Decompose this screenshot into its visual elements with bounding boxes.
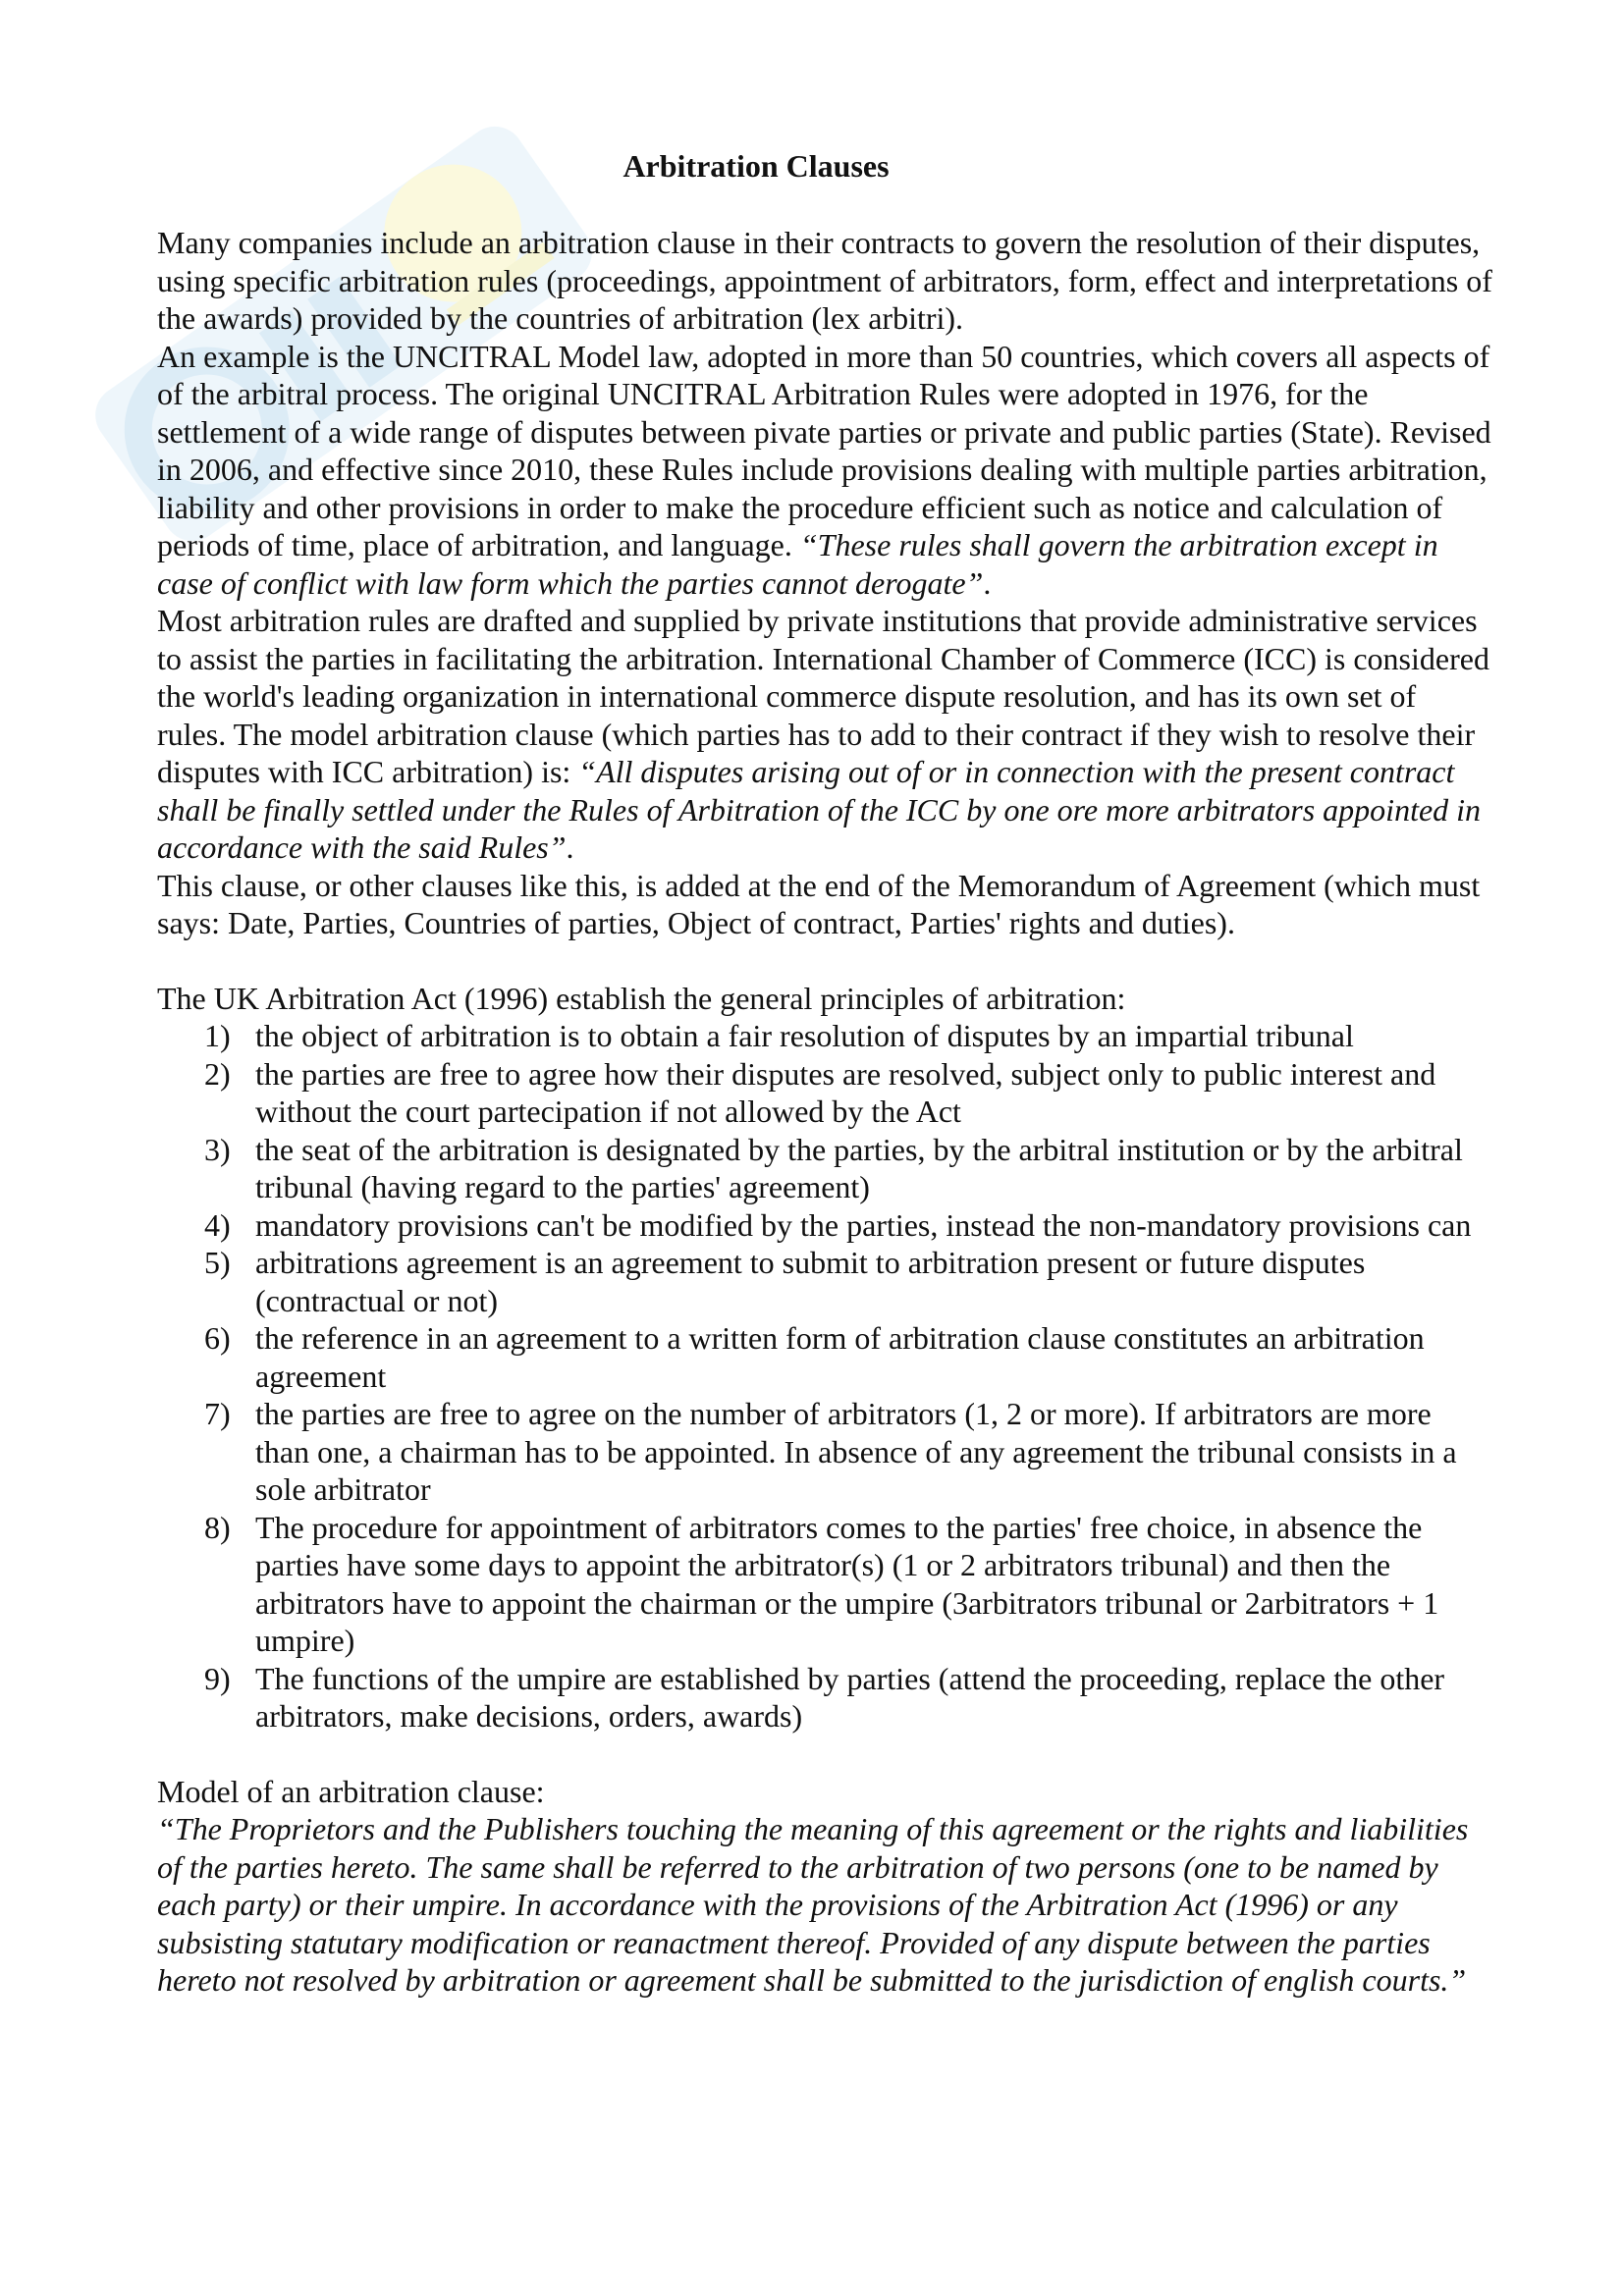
uncitral-quote: “These rules shall govern the arbitration except in case of conflict with law form which the parties cannot derogate” — [157, 527, 1438, 601]
intro-paragraph-3 — [157, 602, 1492, 867]
spacer — [157, 942, 1492, 980]
list-item-text: the object of arbitration is to obtain a fair resolution of disputes by an impartial tribunal — [255, 1018, 1354, 1053]
list-item-text: the parties are free to agree on the number of arbitrators (1, 2 or more). If arbitrators are more than one, a chairman has to be appointed. In absence of any agreement the tribunal consists in a sole arbitrator — [255, 1396, 1457, 1507]
model-clause-quote — [157, 1810, 1492, 2000]
list-item-number: 8) — [204, 1509, 231, 1545]
icc-quote: “All disputes arising out of or in connection with the present contract shall be finally settled under the Rules of Arbitration of the ICC by one ore more arbitrators appointed in accordance with the said Rules” — [157, 754, 1482, 865]
list-item-number: 3) — [204, 1131, 231, 1167]
list-item-number: 5) — [204, 1245, 231, 1280]
list-item-text: arbitrations agreement is an agreement to submit to arbitration present or future disputes (contractual or not) — [255, 1245, 1366, 1318]
list-item-text: The functions of the umpire are established by parties (attend the proceeding, replace the other arbitrators, make decisions, orders, awards) — [255, 1660, 1445, 1734]
list-item — [157, 1131, 1492, 1206]
page-title: Arbitration Clauses — [622, 148, 890, 184]
list-item-number: 1) — [204, 1018, 231, 1053]
icc-text: Most arbitration rules are drafted and supplied by private institutions that provide administrative services to assist the parties in facilitating the arbitration. International Chamber of Commerce (ICC) is considered the world's leading organization in international commerce dispute resolution, and has its own set of rules. The model arbitration clause (which parties has to add to their contract if they wish to resolve their disputes with ICC arbitration) is: — [157, 603, 1489, 789]
list-item — [157, 1395, 1492, 1509]
list-item — [157, 1660, 1492, 1735]
principles-list — [157, 1017, 1492, 1735]
intro-paragraph-4: This clause, or other clauses like this, is added at the end of the Memorandum of Agreement (which must says: Date, Parties, Countries of parties, Object of contract, Parties' rights and duties). — [157, 867, 1481, 940]
list-item-number: 6) — [204, 1320, 231, 1356]
intro-paragraph-1: Many companies include an arbitration clause in their contracts to govern the resolution of their disputes, using specific arbitration rules (proceedings, appointment of arbitrators, form, effect and interpretations of the awards) provided by the countries of arbitration (lex arbitri). — [157, 225, 1492, 336]
list-item — [157, 1206, 1492, 1245]
principles-heading: The UK Arbitration Act (1996) establish the general principles of arbitration: — [157, 980, 1126, 1016]
list-item-text: the parties are free to agree how their disputes are resolved, subject only to public interest and without the court partecipation if not allowed by the Act — [255, 1055, 1436, 1129]
icc-end: . — [566, 829, 574, 865]
list-item-number: 7) — [204, 1396, 231, 1431]
list-item — [157, 1509, 1492, 1660]
list-item-text: mandatory provisions can't be modified by the parties, instead the non-mandatory provisions can — [255, 1206, 1472, 1243]
document-page — [157, 147, 1492, 2000]
list-item — [157, 1319, 1492, 1395]
spacer — [157, 1735, 1492, 1773]
list-item — [157, 1244, 1492, 1319]
model-clause-text: “The Proprietors and the Publishers touching the meaning of this agreement or the rights and liabilities of the parties hereto. The same shall be referred to the arbitration of two persons (one to be named by each party) or their umpire. In accordance with the provisions of the Arbitration Act (1996) or any subsisting statutary modification or reanactment thereof. Provided of any dispute between the parties hereto not resolved by arbitration or agreement shall be submitted to the jurisdiction of english courts.” — [157, 1811, 1469, 1998]
list-item-number: 9) — [204, 1660, 231, 1696]
list-item-number: 4) — [204, 1206, 231, 1243]
list-item-number: 2) — [204, 1055, 231, 1092]
list-item-text: the reference in an agreement to a written form of arbitration clause constitutes an arbitration agreement — [255, 1320, 1425, 1394]
uncitral-end: . — [983, 564, 992, 601]
intro-paragraph-2 — [157, 338, 1492, 603]
list-item-text: The procedure for appointment of arbitrators comes to the parties' free choice, in absence the parties have some days to appoint the arbitrator(s) (1 or 2 arbitrators tribunal) and then the arbitrators have to appoint the chairman or the umpire (3arbitrators tribunal or 2arbitrators + 1 umpire) — [255, 1509, 1439, 1658]
uncitral-text: An example is the UNCITRAL Model law, adopted in more than 50 countries, which covers all aspects of of the arbitral process. The original UNCITRAL Arbitration Rules were adopted in 1976, for the settlement of a wide range of disputes between pivate parties or private and public parties (State). Revised in 2006, and effective since 2010, these Rules include provisions dealing with multiple parties arbitration, liability and other provisions in order to make the procedure efficient such as notice and calculation of periods of time, place of arbitration, and language. — [157, 338, 1491, 562]
list-item — [157, 1017, 1492, 1055]
list-item — [157, 1055, 1492, 1131]
model-heading: Model of an arbitration clause: — [157, 1773, 545, 1809]
list-item-text: the seat of the arbitration is designated by the parties, by the arbitral institution or by the arbitral tribunal (having regard to the parties' agreement) — [255, 1131, 1463, 1204]
